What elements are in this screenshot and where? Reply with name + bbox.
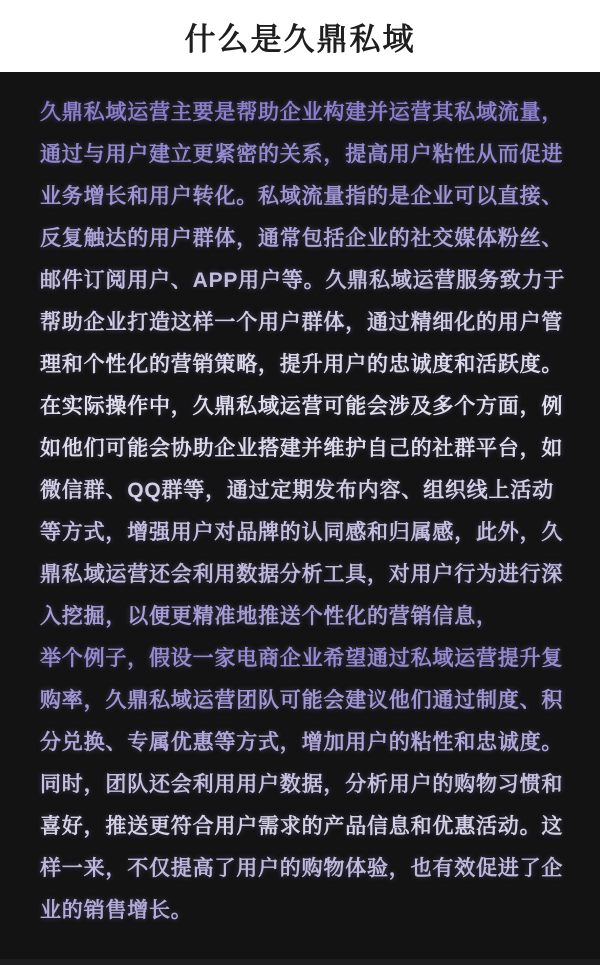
text-line: 等方式，增强用户对品牌的认同感和归属感，此外，久 [40,521,564,544]
text-line: 鼎私域运营还会利用数据分析工具，对用户行为进行深 [40,563,564,586]
body-panel [0,72,600,965]
text-line: 如他们可能会协助企业搭建并维护自己的社群平台，如 [40,437,564,460]
text-line: 购率，久鼎私域运营团队可能会建议他们通过制度、积 [40,689,564,712]
text-line: 反复触达的用户群体，通常包括企业的社交媒体粉丝、 [40,227,564,250]
text-line: 业务增长和用户转化。私域流量指的是企业可以直接、 [40,185,564,208]
text-line: 邮件订阅用户、APP用户等。久鼎私域运营服务致力于 [40,269,566,292]
text-line: 分兑换、专属优惠等方式，增加用户的粘性和忠诚度。 [40,731,564,754]
text-line: 举个例子，假设一家电商企业希望通过私域运营提升复 [40,647,564,670]
bottom-edge [0,959,600,965]
text-line: 同时，团队还会利用用户数据，分析用户的购物习惯和 [40,773,564,796]
page-title: 什么是久鼎私域 [184,21,416,57]
text-line: 微信群、QQ群等，通过定期发布内容、组织线上活动 [40,479,554,502]
text-line: 入挖掘，以便更精准地推送个性化的营销信息， [40,605,498,628]
text-line: 样一来，不仅提高了用户的购物体验，也有效促进了企 [40,857,564,880]
text-line: 通过与用户建立更紧密的关系，提高用户粘性从而促进 [40,143,564,166]
text-line: 久鼎私域运营主要是帮助企业构建并运营其私域流量， [40,101,564,124]
header [0,0,600,72]
text-line: 在实际操作中，久鼎私域运营可能会涉及多个方面，例 [40,395,564,418]
text-line: 喜好，推送更符合用户需求的产品信息和优惠活动。这 [40,815,564,838]
text-line: 理和个性化的营销策略，提升用户的忠诚度和活跃度。 [40,353,564,376]
text-line: 业的销售增长。 [40,899,193,922]
text-line: 帮助企业打造这样一个用户群体，通过精细化的用户管 [40,311,564,334]
body-text [40,92,566,932]
